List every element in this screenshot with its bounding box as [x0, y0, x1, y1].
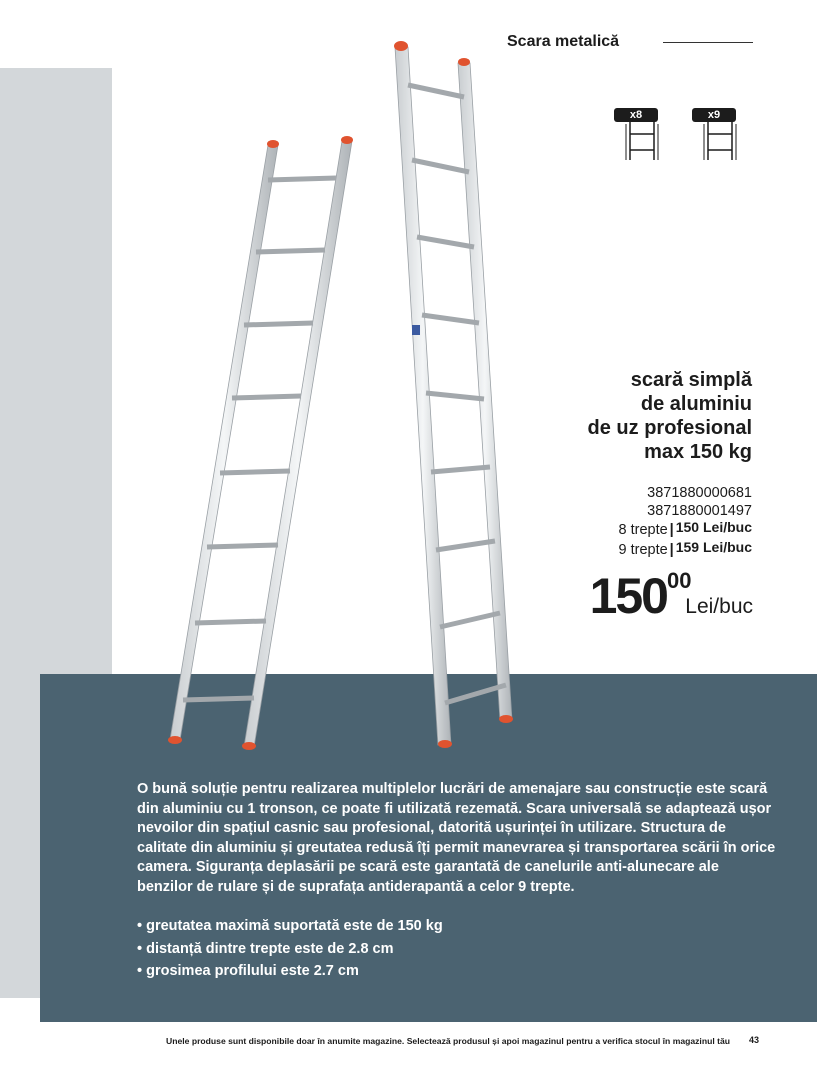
price-integer: 150	[589, 568, 667, 624]
step-count-label: x8	[629, 109, 643, 121]
variant-price: 150 Lei/buc	[675, 519, 752, 535]
product-description: O bună soluție pentru realizarea multiplelor lucrări de amenajare sau construcție este scară din aluminiu cu 1 tronson, ce poate fi utilizată rezemată. Scara universală se adaptează ușor nevoilor din spațiul casnic sau profesional, datorită ușurinței în utilizare. Structura de calitate din aluminiu și greutatea redusă îți permit manevrarea și transportarea scării în orice camera. Siguranța deplasării pe scară este garantată de canelurile anti-alunecare ale benzilor de rulare și de suprafața antiderapantă a celor 9 trepte.	[137, 781, 776, 895]
variant-row: 9 trepte | 159 Lei/buc	[618, 539, 752, 558]
ladder-steps-icon-x9	[690, 100, 754, 164]
variant-price: 159 Lei/buc	[675, 539, 752, 555]
ladder-right	[394, 41, 513, 748]
variant-row: 8 trepte | 150 Lei/buc	[618, 519, 752, 538]
product-name-line: max 150 kg	[644, 441, 752, 463]
product-name-line: scară simplă	[630, 369, 752, 391]
feature-list	[137, 915, 777, 983]
product-image-ladders	[150, 35, 530, 755]
price-unit: Lei/buc	[685, 595, 753, 618]
section-title: Scara metalică	[507, 33, 620, 50]
product-name-line: de uz profesional	[587, 417, 752, 439]
ladder-steps-icon-x8	[612, 100, 676, 164]
feature-item: • grosimea profilului este 2.7 cm	[137, 960, 777, 983]
main-price	[553, 568, 753, 624]
product-code: 3871880000681	[647, 485, 752, 501]
step-count-label: x9	[707, 109, 721, 121]
product-codes	[647, 484, 752, 520]
feature-item: • greutatea maximă suportată este de 150 kg	[137, 915, 777, 938]
variant-steps: 8 trepte	[618, 522, 668, 538]
ladder-left	[168, 136, 353, 750]
page-number: 43	[749, 1035, 760, 1045]
product-name-line: de aluminiu	[640, 393, 752, 415]
footer-note: Unele produse sunt disponibile doar în anumite magazine. Selectează produsul și apoi magazinul pentru a verifica stocul în magazinul tău	[166, 1036, 730, 1046]
product-name	[588, 368, 752, 464]
product-code: 3871880001497	[647, 503, 752, 519]
price-decimal: 00	[667, 568, 692, 593]
title-rule	[663, 42, 753, 43]
variant-steps: 9 trepte	[618, 542, 668, 558]
variant-prices	[619, 520, 753, 560]
feature-item: • distanță dintre trepte este de 2.8 cm	[137, 938, 777, 961]
